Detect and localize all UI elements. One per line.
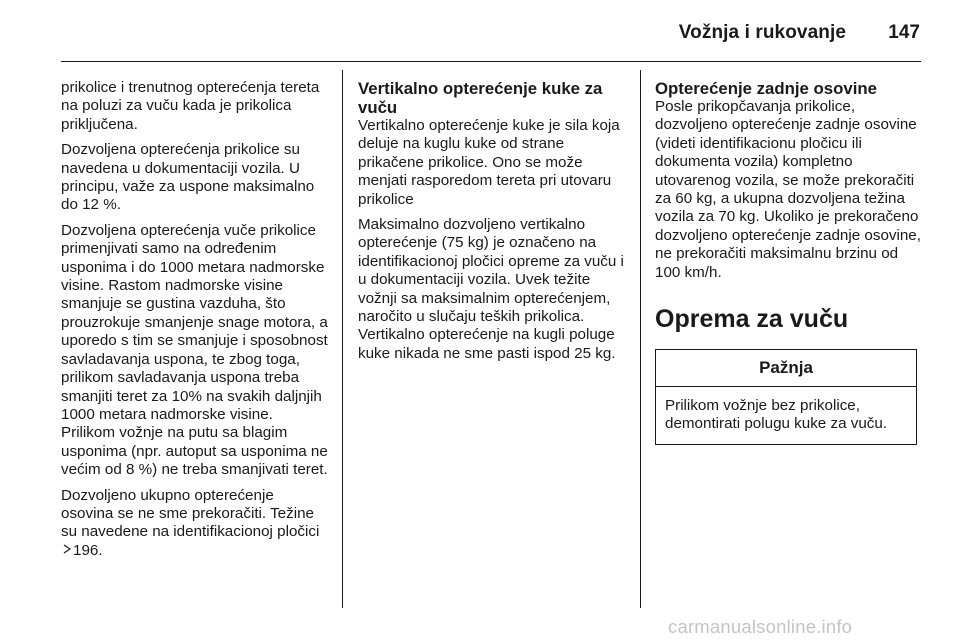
page-reference: 196. — [73, 541, 103, 559]
warning-title: Pažnja — [656, 350, 916, 387]
warning-text: Prilikom vožnje bez prikolice, demontirati polugu kuke za vuču. — [665, 397, 888, 433]
paragraph-permitted-loads: Dozvoljena opterećenja prikolice su navedena u dokumentaciji vozila. U principu, važe za uspone maksimalno do 12 %. — [61, 141, 315, 214]
column-divider-right — [640, 70, 641, 608]
running-title: Vožnja i rukovanje — [678, 22, 846, 43]
page-header — [0, 0, 960, 62]
page-number: 147 — [888, 22, 920, 43]
warning-box — [655, 349, 917, 445]
heading-tongue-load: Vertikalno opterećenje kuke za vuču — [358, 79, 603, 117]
section-title-towing-equipment: Oprema za vuču — [655, 305, 849, 334]
column-middle — [358, 79, 624, 370]
watermark: carmanualsonline.info — [668, 616, 853, 637]
paragraph-max-tongue-load: Maksimalno dozvoljeno vertikalno opterećenje (75 kg) je označeno na identifikacionoj pločici opreme za vuču i u dokumentaciji vozila. Uvek težite vožnji sa maksimalnim opterećenjem, naročito u slučaju teških prikolica. Vertikalno opterećenje na kugli poluge kuke nikada ne sme pasti ispod 25 kg. — [358, 216, 624, 362]
heading-rear-axle-load: Opterećenje zadnje osovine — [655, 79, 877, 98]
paragraph-rear-axle-load: Posle prikopčavanja prikolice, dozvoljeno opterećenje zadnje osovine (videti identifikacionu pločicu ili dokumenta vozila) kompletno utovarenog vozila, se može prekoračiti za 60 kg, a ukupna dozvoljena težina vozila za 70 kg. Ukoliko je prekoračeno dozvoljeno opterećenje zadnje osovine, ne prekoračiti maksimalnu brzinu od 100 km/h. — [655, 98, 921, 281]
column-left — [61, 79, 329, 567]
paragraph-axle-load — [61, 487, 329, 561]
paragraph-tongue-load-definition: Vertikalno opterećenje kuke je sila koja deluje na kuglu kuke od strane prikačene prikolice. Ono se može menjati rasporedom tereta pri utovaru prikolice — [358, 117, 620, 208]
axle-load-text: Dozvoljeno ukupno opterećenje osovina se ne sme prekoračiti. Težine su navedene na identifikacionoj pločici — [61, 486, 320, 541]
paragraph-trailer-load: prikolice i trenutnog opterećenja tereta na poluzi za vuču kada je prikolica priključena. — [61, 79, 320, 133]
paragraph-altitude: Dozvoljena opterećenja vuče prikolice primenjivati samo na određenim usponima i do 1000 metara nadmorske visine. Rastom nadmorske visine smanjuje se gustina vazduha, što prouzrokuje smanjenje snage motora, a uporedo s tim se smanjuje i sposobnost savladavanja uspona, te zbog toga, prilikom savladavanja uspona treba smanjiti teret za 10% na svakih daljnjih 1000 metara nadmorske visine. Prilikom vožnje na putu sa blagim usponima (npr. autoput sa usponima ne većim od 8 %) ne treba smanjivati teret. — [61, 221, 328, 479]
page-reference-arrow-icon — [61, 542, 73, 560]
column-right — [655, 79, 923, 445]
column-divider-left — [342, 70, 343, 608]
header-rule — [61, 61, 921, 62]
